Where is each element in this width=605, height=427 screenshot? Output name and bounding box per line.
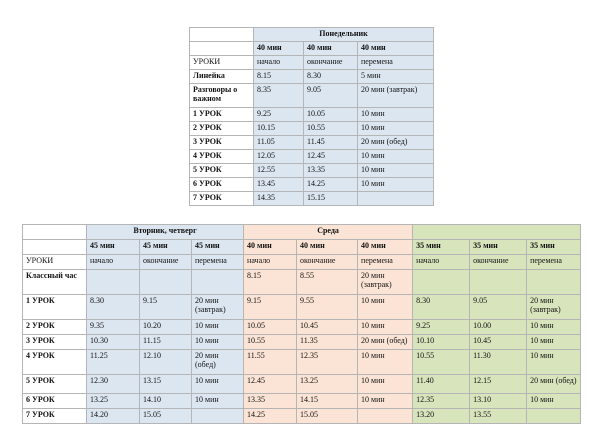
fri-break-duration: 10 мин xyxy=(527,394,581,409)
break-duration: 10 мин xyxy=(358,122,434,136)
start-time: 10.15 xyxy=(254,122,304,136)
start-time: 11.05 xyxy=(254,136,304,150)
wed-break-duration: 10 мин xyxy=(358,394,413,409)
tue-thu-end-time: 10.20 xyxy=(140,320,192,335)
wed-duration: 40 мин xyxy=(244,240,297,255)
fri-break-duration: 20 мин (обед) xyxy=(527,375,581,394)
end-label: окончание xyxy=(140,255,192,270)
tue-thu-end-time: 11.15 xyxy=(140,335,192,350)
empty-corner-cell xyxy=(190,28,254,42)
end-label: окончание xyxy=(470,255,527,270)
table-row xyxy=(23,375,581,394)
lessons-label: УРОКИ xyxy=(190,56,254,70)
tue-thu-start-time: 8.30 xyxy=(87,295,140,320)
fri-start-time: 13.20 xyxy=(413,409,470,424)
empty-corner-cell xyxy=(23,225,87,240)
start-label: начало xyxy=(413,255,470,270)
break-label: перемена xyxy=(358,255,413,270)
duration-end: 40 мин xyxy=(304,42,358,56)
break-duration: 20 мин (обед) xyxy=(358,136,434,150)
lesson-name: 4 УРОК xyxy=(190,150,254,164)
lesson-name: 3 УРОК xyxy=(190,136,254,150)
tue-thu-end-time: 12.10 xyxy=(140,350,192,375)
start-time: 14.35 xyxy=(254,192,304,206)
fri-break-duration: 10 мин xyxy=(527,350,581,375)
break-duration: 10 мин xyxy=(358,164,434,178)
table-row xyxy=(190,84,434,108)
fri-header xyxy=(413,225,581,240)
lesson-name: 1 УРОК xyxy=(190,108,254,122)
fri-end-time: 13.55 xyxy=(470,409,527,424)
tue-thu-header: Вторник, четверг xyxy=(87,225,244,240)
tue-thu-start-time: 11.25 xyxy=(87,350,140,375)
tue-thu-break-duration xyxy=(192,270,244,295)
wed-end-time: 10.45 xyxy=(297,320,358,335)
monday-schedule-table xyxy=(189,27,434,206)
wed-break-duration: 10 мин xyxy=(358,350,413,375)
lesson-name: 2 УРОК xyxy=(190,122,254,136)
table-row xyxy=(190,70,434,84)
start-time: 8.15 xyxy=(254,70,304,84)
lesson-name: Разговоры о важном xyxy=(190,84,254,108)
end-time: 8.30 xyxy=(304,70,358,84)
fri-end-time: 10.00 xyxy=(470,320,527,335)
wed-start-time: 13.35 xyxy=(244,394,297,409)
tue-thu-break-duration: 20 мин (обед) xyxy=(192,350,244,375)
table-row xyxy=(23,270,581,295)
start-time: 12.05 xyxy=(254,150,304,164)
duration-break: 40 мин xyxy=(358,42,434,56)
tue-thu-end-time: 15.05 xyxy=(140,409,192,424)
lesson-name: 6 УРОК xyxy=(23,394,87,409)
fri-duration: 35 мин xyxy=(527,240,581,255)
empty-cell xyxy=(23,240,87,255)
tue-thu-end-time xyxy=(140,270,192,295)
tue-thu-break-duration: 10 мин xyxy=(192,320,244,335)
tue-thu-start-time: 14.20 xyxy=(87,409,140,424)
fri-end-time: 9.05 xyxy=(470,295,527,320)
tue-thu-end-time: 9.15 xyxy=(140,295,192,320)
lesson-name: Классный час xyxy=(23,270,87,295)
wed-break-duration: 10 мин xyxy=(358,375,413,394)
start-time: 12.55 xyxy=(254,164,304,178)
wed-start-time: 11.55 xyxy=(244,350,297,375)
end-time: 11.45 xyxy=(304,136,358,150)
start-label: начало xyxy=(254,56,304,70)
end-time: 10.05 xyxy=(304,108,358,122)
wed-end-time: 9.55 xyxy=(297,295,358,320)
fri-start-time: 10.10 xyxy=(413,335,470,350)
end-time: 13.35 xyxy=(304,164,358,178)
table-row xyxy=(190,136,434,150)
tue-thu-start-time: 10.30 xyxy=(87,335,140,350)
break-duration: 10 мин xyxy=(358,108,434,122)
fri-break-duration xyxy=(527,409,581,424)
tue-thu-break-duration: 10 мин xyxy=(192,394,244,409)
tue-thu-break-duration: 20 мин (завтрак) xyxy=(192,295,244,320)
table-row xyxy=(190,178,434,192)
lesson-name: Линейка xyxy=(190,70,254,84)
end-label: окончание xyxy=(304,56,358,70)
table-row xyxy=(190,192,434,206)
wed-break-duration xyxy=(358,409,413,424)
fri-break-duration: 10 мин xyxy=(527,335,581,350)
tue-thu-duration: 45 мин xyxy=(87,240,140,255)
lesson-name: 3 УРОК xyxy=(23,335,87,350)
fri-start-time xyxy=(413,270,470,295)
wed-start-time: 8.15 xyxy=(244,270,297,295)
fri-break-duration: 10 мин xyxy=(527,320,581,335)
duration-start: 40 мин xyxy=(254,42,304,56)
wed-end-time: 15.05 xyxy=(297,409,358,424)
wed-break-duration: 10 мин xyxy=(358,295,413,320)
fri-end-time: 12.15 xyxy=(470,375,527,394)
wed-start-time: 10.55 xyxy=(244,335,297,350)
lesson-name: 1 УРОК xyxy=(23,295,87,320)
table-row xyxy=(23,350,581,375)
fri-start-time: 11.40 xyxy=(413,375,470,394)
break-label: перемена xyxy=(192,255,244,270)
fri-start-time: 12.35 xyxy=(413,394,470,409)
start-time: 9.25 xyxy=(254,108,304,122)
tue-thu-break-duration xyxy=(192,409,244,424)
wed-end-time: 13.25 xyxy=(297,375,358,394)
fri-duration: 35 мин xyxy=(470,240,527,255)
table-row xyxy=(190,108,434,122)
table-row xyxy=(23,394,581,409)
fri-end-time xyxy=(470,270,527,295)
tue-thu-start-time: 12.30 xyxy=(87,375,140,394)
lesson-name: 7 УРОК xyxy=(23,409,87,424)
lesson-name: 2 УРОК xyxy=(23,320,87,335)
fri-end-time: 13.10 xyxy=(470,394,527,409)
break-duration: 20 мин (завтрак) xyxy=(358,84,434,108)
fri-start-time: 9.25 xyxy=(413,320,470,335)
tue-thu-end-time: 13.15 xyxy=(140,375,192,394)
monday-header: Понедельник xyxy=(254,28,434,42)
fri-break-duration: 20 мин (завтрак) xyxy=(527,295,581,320)
fri-start-time: 8.30 xyxy=(413,295,470,320)
wed-start-time: 14.25 xyxy=(244,409,297,424)
fri-duration: 35 мин xyxy=(413,240,470,255)
fri-end-time: 10.45 xyxy=(470,335,527,350)
start-time: 13.45 xyxy=(254,178,304,192)
table-row xyxy=(190,164,434,178)
end-time: 15.15 xyxy=(304,192,358,206)
wed-duration: 40 мин xyxy=(297,240,358,255)
tue-thu-start-time: 13.25 xyxy=(87,394,140,409)
tue-thu-end-time: 14.10 xyxy=(140,394,192,409)
wed-break-duration: 20 мин (завтрак) xyxy=(358,270,413,295)
tue-thu-start-time xyxy=(87,270,140,295)
end-time: 10.55 xyxy=(304,122,358,136)
wed-header: Среда xyxy=(244,225,413,240)
table-row xyxy=(23,335,581,350)
table-row xyxy=(190,150,434,164)
fri-end-time: 11.30 xyxy=(470,350,527,375)
end-label: окончание xyxy=(297,255,358,270)
table-row xyxy=(23,409,581,424)
lesson-name: 5 УРОК xyxy=(23,375,87,394)
wed-start-time: 10.05 xyxy=(244,320,297,335)
break-label: перемена xyxy=(358,56,434,70)
tue-thu-break-duration: 10 мин xyxy=(192,375,244,394)
tue-thu-start-time: 9.35 xyxy=(87,320,140,335)
wed-duration: 40 мин xyxy=(358,240,413,255)
wed-end-time: 11.35 xyxy=(297,335,358,350)
start-label: начало xyxy=(244,255,297,270)
break-duration: 10 мин xyxy=(358,178,434,192)
lesson-name: 5 УРОК xyxy=(190,164,254,178)
tue-thu-break-duration: 10 мин xyxy=(192,335,244,350)
wed-end-time: 14.15 xyxy=(297,394,358,409)
wed-break-duration: 20 мин (обед) xyxy=(358,335,413,350)
break-duration xyxy=(358,192,434,206)
table-row xyxy=(190,122,434,136)
table-row xyxy=(23,295,581,320)
wed-end-time: 8.55 xyxy=(297,270,358,295)
tue-thu-duration: 45 мин xyxy=(140,240,192,255)
fri-start-time: 10.55 xyxy=(413,350,470,375)
lesson-name: 4 УРОК xyxy=(23,350,87,375)
wed-break-duration: 10 мин xyxy=(358,320,413,335)
table-row xyxy=(23,320,581,335)
lesson-name: 6 УРОК xyxy=(190,178,254,192)
break-duration: 5 мин xyxy=(358,70,434,84)
lesson-name: 7 УРОК xyxy=(190,192,254,206)
empty-cell xyxy=(190,42,254,56)
break-label: перемена xyxy=(527,255,581,270)
start-label: начало xyxy=(87,255,140,270)
end-time: 12.45 xyxy=(304,150,358,164)
week-schedule-table xyxy=(22,224,581,424)
wed-start-time: 12.45 xyxy=(244,375,297,394)
lessons-label: УРОКИ xyxy=(23,255,87,270)
end-time: 14.25 xyxy=(304,178,358,192)
end-time: 9.05 xyxy=(304,84,358,108)
fri-break-duration xyxy=(527,270,581,295)
wed-end-time: 12.35 xyxy=(297,350,358,375)
break-duration: 10 мин xyxy=(358,150,434,164)
start-time: 8.35 xyxy=(254,84,304,108)
wed-start-time: 9.15 xyxy=(244,295,297,320)
tue-thu-duration: 45 мин xyxy=(192,240,244,255)
